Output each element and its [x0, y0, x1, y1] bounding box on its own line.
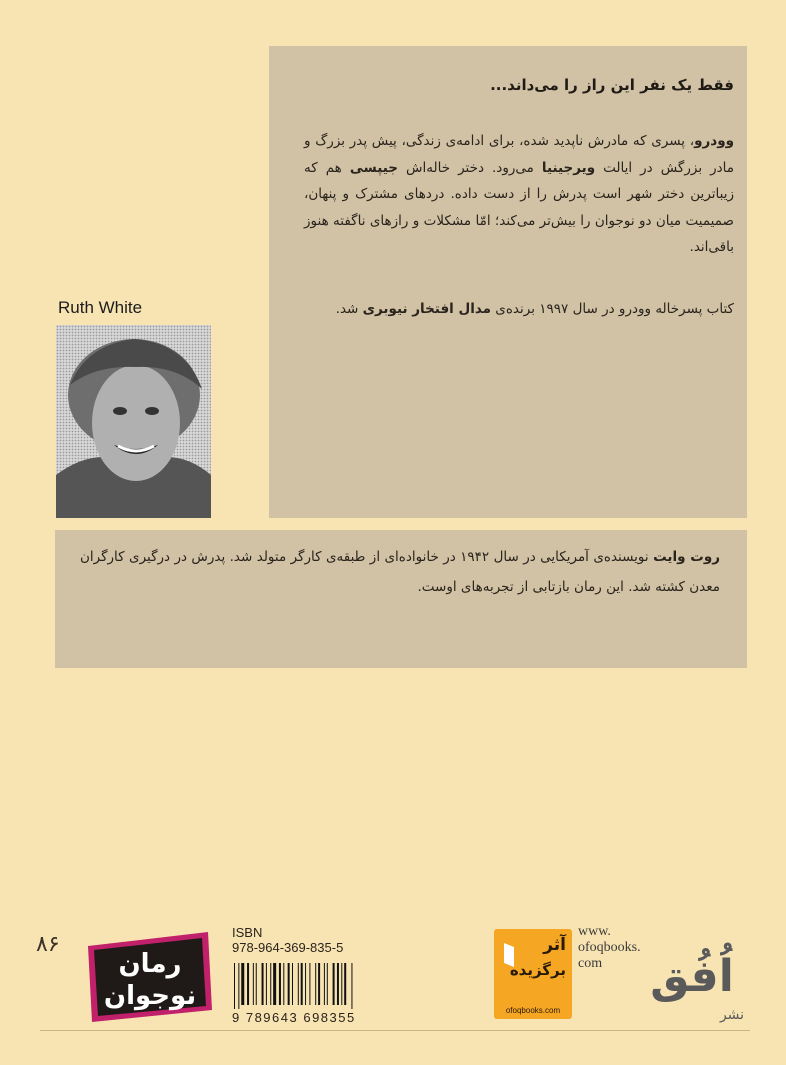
- synopsis-text: [304, 128, 734, 261]
- text-run: ، پسری که مادرش ناپدید شده، برای ادامه‌ی زندگی، پیش پدر بزرگ و مادر بزرگش در ایالت: [304, 133, 734, 176]
- text-run: هم که زیباترین دختر شهر است پدرش را از دست داده. دردهای مشترک و پنهان، صمیمیت میان دو نوجوان را بیش‌تر می‌کند؛ امّا مشکلات و رازهای ناگفته هنوز باقی‌اند.: [304, 159, 734, 255]
- barcode-bar: [241, 963, 244, 1005]
- barcode-bar: [238, 963, 239, 1009]
- series-logo: [82, 928, 216, 1026]
- barcode-bar: [344, 963, 346, 1005]
- barcode-digits: 9 789643 698355: [232, 1010, 356, 1025]
- barcode-bar: [292, 963, 293, 1005]
- author-name: Ruth White: [58, 298, 143, 317]
- barcode-bar: [301, 963, 303, 1005]
- barcode-bar: [279, 963, 281, 1005]
- bold-phrase: وودرو: [694, 133, 734, 149]
- barcode-bar: [309, 963, 310, 1005]
- barcode-bar: [234, 963, 235, 1009]
- barcode-bar: [324, 963, 325, 1005]
- author-photo: [56, 325, 211, 518]
- page-number: ۸۶: [36, 932, 60, 957]
- barcode-bar: [341, 963, 342, 1005]
- publisher-site-line2: ofoqbooks.: [578, 940, 641, 955]
- barcode-bar: [247, 963, 249, 1005]
- barcode-bar: [266, 963, 267, 1005]
- barcode-bar: [298, 963, 299, 1005]
- author-bio-text: [80, 542, 720, 602]
- publisher-logo-sub: نشر: [719, 1007, 745, 1023]
- barcode-bar: [270, 963, 271, 1005]
- barcode-bar: [253, 963, 254, 1005]
- barcode: [232, 963, 392, 1009]
- bold-phrase: مدال افتخار نیوبری: [362, 301, 491, 317]
- isbn-label: ISBN: [232, 925, 263, 940]
- text-run: می‌رود. دختر خاله‌اش: [398, 159, 542, 176]
- bold-phrase: روت وایت: [653, 549, 720, 565]
- barcode-bar: [273, 963, 276, 1005]
- text-run: نویسنده‌ی آمریکایی در سال ۱۹۴۲ در خانواده‌ای از طبقه‌ی کارگر متولد شد. پدرش در درگیری کارگران معدن کشته شد. این رمان بازتابی از تجربه‌های اوست.: [80, 549, 720, 595]
- series-logo-line1: رمان: [118, 949, 182, 979]
- barcode-bar: [337, 963, 339, 1005]
- barcode-bar: [262, 963, 264, 1005]
- imprint-line2: برگزیده: [509, 961, 566, 979]
- barcode-bar: [318, 963, 320, 1005]
- barcode-bar: [256, 963, 257, 1005]
- series-logo-line2: نوجوان: [103, 981, 197, 1011]
- barcode-bar: [315, 963, 316, 1005]
- publisher-site-line3: com: [578, 956, 603, 971]
- imprint-badge: [494, 929, 572, 1019]
- bold-phrase: جیپسی: [349, 159, 398, 176]
- divider: [40, 1030, 750, 1031]
- barcode-bar: [333, 963, 335, 1005]
- isbn-number: 978-964-369-835-5: [232, 940, 344, 955]
- publisher-logo-main: اُفُق: [650, 951, 734, 1002]
- barcode-bar: [351, 963, 352, 1009]
- text-run: شد.: [335, 301, 363, 317]
- barcode-bar: [283, 963, 284, 1005]
- award-text: [304, 296, 734, 323]
- synopsis-panel: [269, 46, 747, 518]
- publisher-site-line1: www.: [578, 924, 611, 939]
- barcode-bar: [327, 963, 328, 1005]
- barcode-bar: [305, 963, 306, 1005]
- imprint-site: ofoqbooks.com: [505, 1006, 561, 1015]
- tagline: فقط یک نفر این راز را می‌داند...: [490, 76, 734, 94]
- barcode-bar: [288, 963, 290, 1005]
- isbn-block: [232, 925, 392, 1025]
- bold-phrase: ویرجینیا: [541, 159, 596, 176]
- publisher-logo: [628, 925, 748, 1025]
- text-run: کتاب پسرخاله وودرو در سال ۱۹۹۷ برنده‌ی: [491, 301, 734, 317]
- imprint-line1: آثر: [543, 935, 566, 955]
